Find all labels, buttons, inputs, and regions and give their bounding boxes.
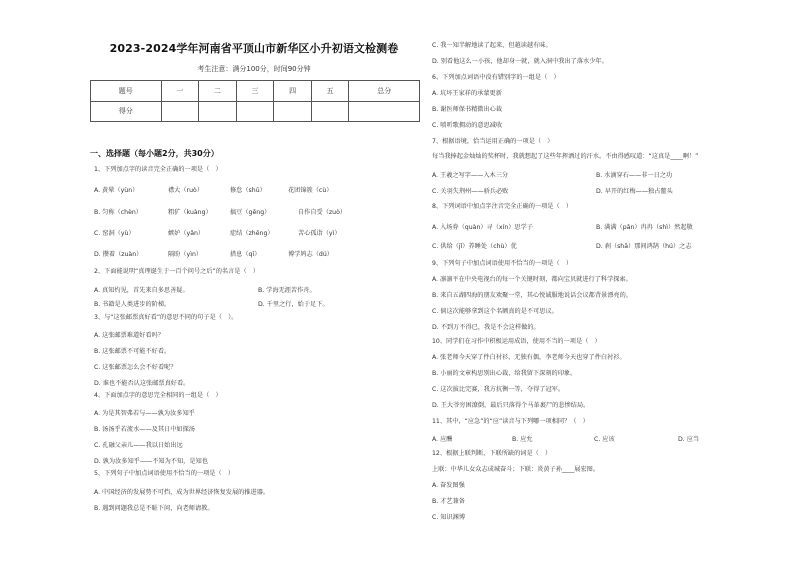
score-table-header-row bbox=[91, 81, 420, 102]
q3-option: D. 谁也不能否认这张邮票真好看。 bbox=[94, 380, 190, 387]
exam-title: 2023-2024学年河南省平顶山市新华区小升初语文检测卷 bbox=[109, 42, 399, 55]
score-header-cell: 总分 bbox=[349, 81, 420, 102]
q2-option: A. 真知灼见，首先来自多思善疑。 bbox=[94, 287, 189, 294]
q1-option: C. 窑洞（yù） bbox=[94, 230, 135, 237]
q4-option: C. 孔融父亲儿——我以日始出远 bbox=[94, 442, 183, 449]
q1-option: 自作自受（zuò） bbox=[298, 209, 347, 216]
question-5: 5、下列句子中加点词语使用不恰当的一项是（ ） bbox=[94, 470, 235, 477]
score-header-cell: 五 bbox=[311, 81, 349, 102]
q2-option: B. 书籍是人类进步的阶梯。 bbox=[94, 301, 171, 308]
q1-option: 搞豆（gēng） bbox=[230, 209, 271, 216]
q10-option: B. 小丽的文章构思别出心裁，给我留下深刻的印象。 bbox=[432, 370, 577, 377]
q2-option: D. 千里之行，始于足下。 bbox=[258, 301, 329, 308]
q12-option: C. 知识渊博 bbox=[432, 514, 466, 521]
score-header-cell: 二 bbox=[199, 81, 237, 102]
score-cell bbox=[349, 101, 420, 122]
q12-context: 上联：中华儿女众志成城奋斗；下联：炎黄子孙____展宏图。 bbox=[432, 466, 600, 473]
score-cell bbox=[199, 101, 237, 122]
q6-option: A. 坑坏王家祥的承蒙更新 bbox=[432, 90, 502, 97]
question-11: 11、其中，“应急”的“应”读音与下列哪一项相同？（ ） bbox=[432, 418, 589, 425]
q1-option: B. 匀称（chèn） bbox=[94, 209, 142, 216]
q11-option: B. 应允 bbox=[512, 436, 533, 443]
q1-option: 症结（zhēng） bbox=[230, 230, 274, 237]
q8-option: B. 满满（pǎn）冉冉（shì）然起敬 bbox=[596, 224, 693, 231]
q7-option: C. 关羽失荆州——骄兵必败 bbox=[432, 188, 509, 195]
q10-option: C. 这次拔比完赛，我方抗衡一等，夺得了冠军。 bbox=[432, 386, 565, 393]
score-header-cell: 四 bbox=[274, 81, 312, 102]
score-header-cell: 一 bbox=[161, 81, 199, 102]
q11-option: C. 应该 bbox=[594, 436, 615, 443]
q9-option: D. 不到万不得已，我是不会这样做的。 bbox=[432, 324, 540, 331]
q7-option: B. 水滴穿石——非一日之功 bbox=[596, 172, 673, 179]
q1-option: 花团锦簇（cù） bbox=[288, 187, 333, 194]
q5-option: A. 中国经济的发展势不可挡，成为世界经济恢复发展的推进器。 bbox=[94, 489, 270, 496]
q6-option: B. 谢医师保书精微出心裁 bbox=[432, 106, 503, 113]
question-7: 7、根据语境，恰当运用正确的一项是（ ） bbox=[432, 138, 554, 145]
q1-option: 博学鸠志（dú） bbox=[288, 251, 333, 258]
exam-notice: 考生注意：满分100分，时间90分钟 bbox=[197, 65, 311, 73]
q8-option: D. 刹（shā）那间鸿鹄（hú）之志 bbox=[596, 243, 692, 250]
q8-option: C. 供给（jǐ）养睡处（chù）优 bbox=[432, 243, 517, 250]
q9-option: C. 倘这次能够拿到这个名额真的是不可思议。 bbox=[432, 308, 558, 315]
q9-option: A. 凛凛平在中央电视台的每一个关键时刻，都向宝贝就进行了科学探索。 bbox=[432, 276, 632, 283]
score-table bbox=[90, 80, 420, 122]
q1-option: 隔盼（yìn） bbox=[168, 251, 203, 258]
q8-option: A. 入场券（quàn）寻（xín）思学子 bbox=[432, 224, 533, 231]
q4-option: A. 为是其智弗若与——孰为汝多知乎 bbox=[94, 410, 195, 417]
question-9: 9、下列句子中加点词语使用不恰当的一项是（ ） bbox=[432, 260, 573, 267]
question-12: 12、根据上联判断，下联所缺的词是（ ） bbox=[432, 450, 552, 457]
score-cell bbox=[236, 101, 274, 122]
q4-option: B. 汤汤乎若流水——及其日中如探汤 bbox=[94, 426, 195, 433]
q9-option: B. 来自五湖四海的朋友欢聚一堂，其心悦诚服地说话会议都背景漂亮的。 bbox=[432, 292, 632, 299]
score-table-row bbox=[91, 101, 420, 122]
q3-option: A. 这张邮票难道好看吗？ bbox=[94, 332, 164, 339]
q10-option: D. 王大爷穷困潦倒，最后只落得个马革裹尸的悲惨结局。 bbox=[432, 402, 590, 409]
q6-option: C. 喷听歌拥动的意思减收 bbox=[432, 122, 503, 129]
q2-option: B. 学海无涯苦作舟。 bbox=[258, 287, 316, 294]
q1-option: A. 黄晕（yùn） bbox=[94, 187, 139, 194]
score-row-label: 得分 bbox=[91, 101, 162, 122]
score-header-cell: 题号 bbox=[91, 81, 162, 102]
q7-option: A. 王羲之写字——入木三分 bbox=[432, 172, 509, 179]
q11-option: A. 应酬 bbox=[432, 436, 453, 443]
section-title: 一、选择题（每小题2分，共30分） bbox=[90, 149, 219, 158]
q1-option: 襟大（ruò） bbox=[168, 187, 204, 194]
q5-option: B. 遇到问题我总是不耻下问，向老师请教。 bbox=[94, 505, 214, 512]
question-6: 6、下列加点词语中没有错别字的一组是（ ） bbox=[432, 74, 560, 81]
question-8: 8、下列词语中加点字注音完全正确的一项是（ ） bbox=[432, 203, 573, 210]
question-3: 3、与“这张邮票真好看”的意思不同的句子是（ ）。 bbox=[94, 314, 238, 321]
q11-option: D. 应当 bbox=[678, 436, 700, 443]
score-cell bbox=[274, 101, 312, 122]
q10-option: A. 张老师今天穿了件白衬衫，无独有偶，李老师今天也穿了件白衬衫。 bbox=[432, 354, 626, 361]
question-1: 1、下列加点字的读音完全正确的一项是（ ） bbox=[94, 166, 222, 173]
q1-option: 嫉妒（yǎn） bbox=[168, 230, 205, 237]
q7-context: 每当我捧起金灿灿的奖杯时，我就想起了这些年挥洒过的汗水。不由得感叹道：“这真是____啊！” bbox=[432, 153, 699, 160]
score-cell bbox=[161, 101, 199, 122]
q12-option: B. 才艺兼备 bbox=[432, 498, 465, 505]
question-10: 10、同学们在习作中积极运用成语，使用不当的一项是（ ） bbox=[432, 338, 601, 345]
q1-option: 苦心孤诣（yì） bbox=[298, 230, 341, 237]
q7-option: D. 早开的红梅——独占鳌头 bbox=[596, 188, 673, 195]
question-4: 4、下面加点字的意思完全相同的一组是（ ） bbox=[94, 392, 222, 399]
question-2: 2、下面能说明“真理诞生于一百个问号之后”的名言是（ ） bbox=[94, 268, 260, 275]
text-line: D. 别看他这么一小孩，他却身一就，就入洞中我出了落水少年。 bbox=[432, 58, 608, 65]
q12-option: A. 奋发图强 bbox=[432, 482, 465, 489]
score-header-cell: 三 bbox=[236, 81, 274, 102]
q3-option: B. 这张邮票不可能不好看。 bbox=[94, 348, 171, 355]
q3-option: C. 这张邮票怎么会不好看呢？ bbox=[94, 364, 177, 371]
q1-option: 粗犷（kuàng） bbox=[168, 209, 212, 216]
q1-option: D. 攒着（zuàn） bbox=[94, 251, 143, 258]
text-line: C. 我一知半解地读了起来，但越读越有味。 bbox=[432, 42, 552, 49]
score-cell bbox=[311, 101, 349, 122]
q4-option: D. 孰为汝多知乎——不知为不知，是知也 bbox=[94, 458, 208, 465]
q1-option: 措息（qī） bbox=[230, 251, 261, 258]
q1-option: 修怠（shū） bbox=[230, 187, 266, 194]
